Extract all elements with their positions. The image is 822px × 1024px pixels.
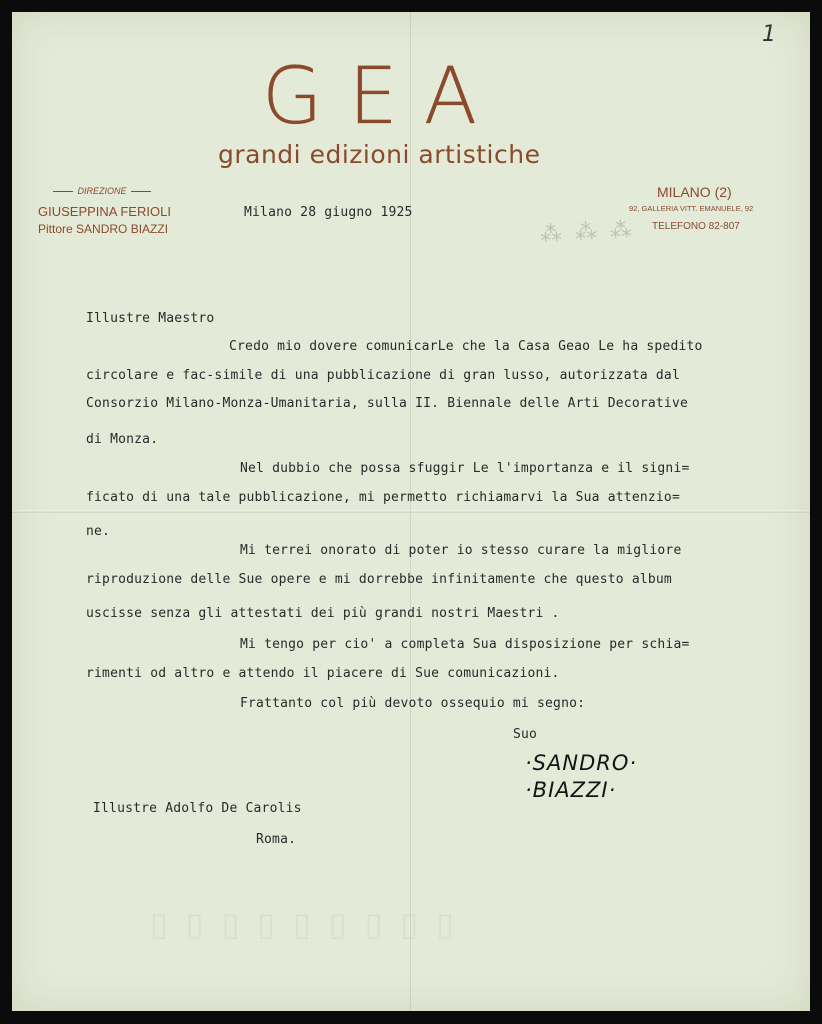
body-line: Mi tengo per cio' a completa Sua disposizione per schia= (240, 637, 690, 652)
body-line: Credo mio dovere comunicarLe che la Casa Geao Le ha spedito (229, 339, 703, 354)
body-line: Mi terrei onorato di poter io stesso curare la migliore (240, 543, 682, 558)
faded-stamp: ⁂ ⁂ ⁂ (539, 217, 636, 248)
body-line: Frattanto col più devoto ossequio mi segno: (240, 696, 586, 711)
body-line: di Monza. (86, 432, 159, 447)
letterhead-address: 92, GALLERIA VITT. EMANUELE, 92 (629, 204, 754, 213)
closing: Suo (513, 727, 538, 742)
letterhead-phone: TELEFONO 82-807 (652, 221, 740, 232)
director-1: GIUSEPPINA FERIOLI (38, 204, 171, 219)
salutation: Illustre Maestro (86, 311, 215, 326)
handwritten-signature (525, 750, 637, 804)
body-line: Nel dubbio che possa sfuggir Le l'importanza e il signi= (240, 461, 690, 476)
body-line: rimenti od altro e attendo il piacere di Sue comunicazioni. (86, 666, 560, 681)
page-number: 1 (762, 22, 776, 47)
horizontal-fold (12, 510, 810, 513)
brand-tagline: grandi edizioni artistiche (218, 140, 541, 169)
body-line: ne. (86, 524, 111, 539)
paper-watermark: ▯ ▯ ▯ ▯ ▯ ▯ ▯ ▯ ▯ (150, 905, 458, 943)
letter-date: Milano 28 giugno 1925 (244, 205, 413, 220)
recipient-name: Illustre Adolfo De Carolis (93, 801, 302, 816)
signature-line-2: ·BIAZZI· (525, 778, 617, 802)
body-line: ficato di una tale pubblicazione, mi permetto richiamarvi la Sua attenzio= (86, 490, 680, 505)
body-line: riproduzione delle Sue opere e mi dorrebbe infinitamente che questo album (86, 572, 672, 587)
body-line: Consorzio Milano-Monza-Umanitaria, sulla II. Biennale delle Arti Decorative (86, 396, 688, 411)
body-line: circolare e fac-simile di una pubblicazione di gran lusso, autorizzata dal (86, 368, 680, 383)
body-line: uscisse senza gli attestati dei più grandi nostri Maestri . (86, 606, 560, 621)
direzione-label: DIREZIONE (36, 186, 168, 196)
letterhead-city: MILANO (2) (657, 184, 732, 200)
signature-line-1: ·SANDRO· (525, 751, 638, 775)
recipient-city: Roma. (256, 832, 297, 847)
director-2: Pittore SANDRO BIAZZI (38, 222, 169, 236)
brand-logo: GEA (262, 52, 504, 142)
